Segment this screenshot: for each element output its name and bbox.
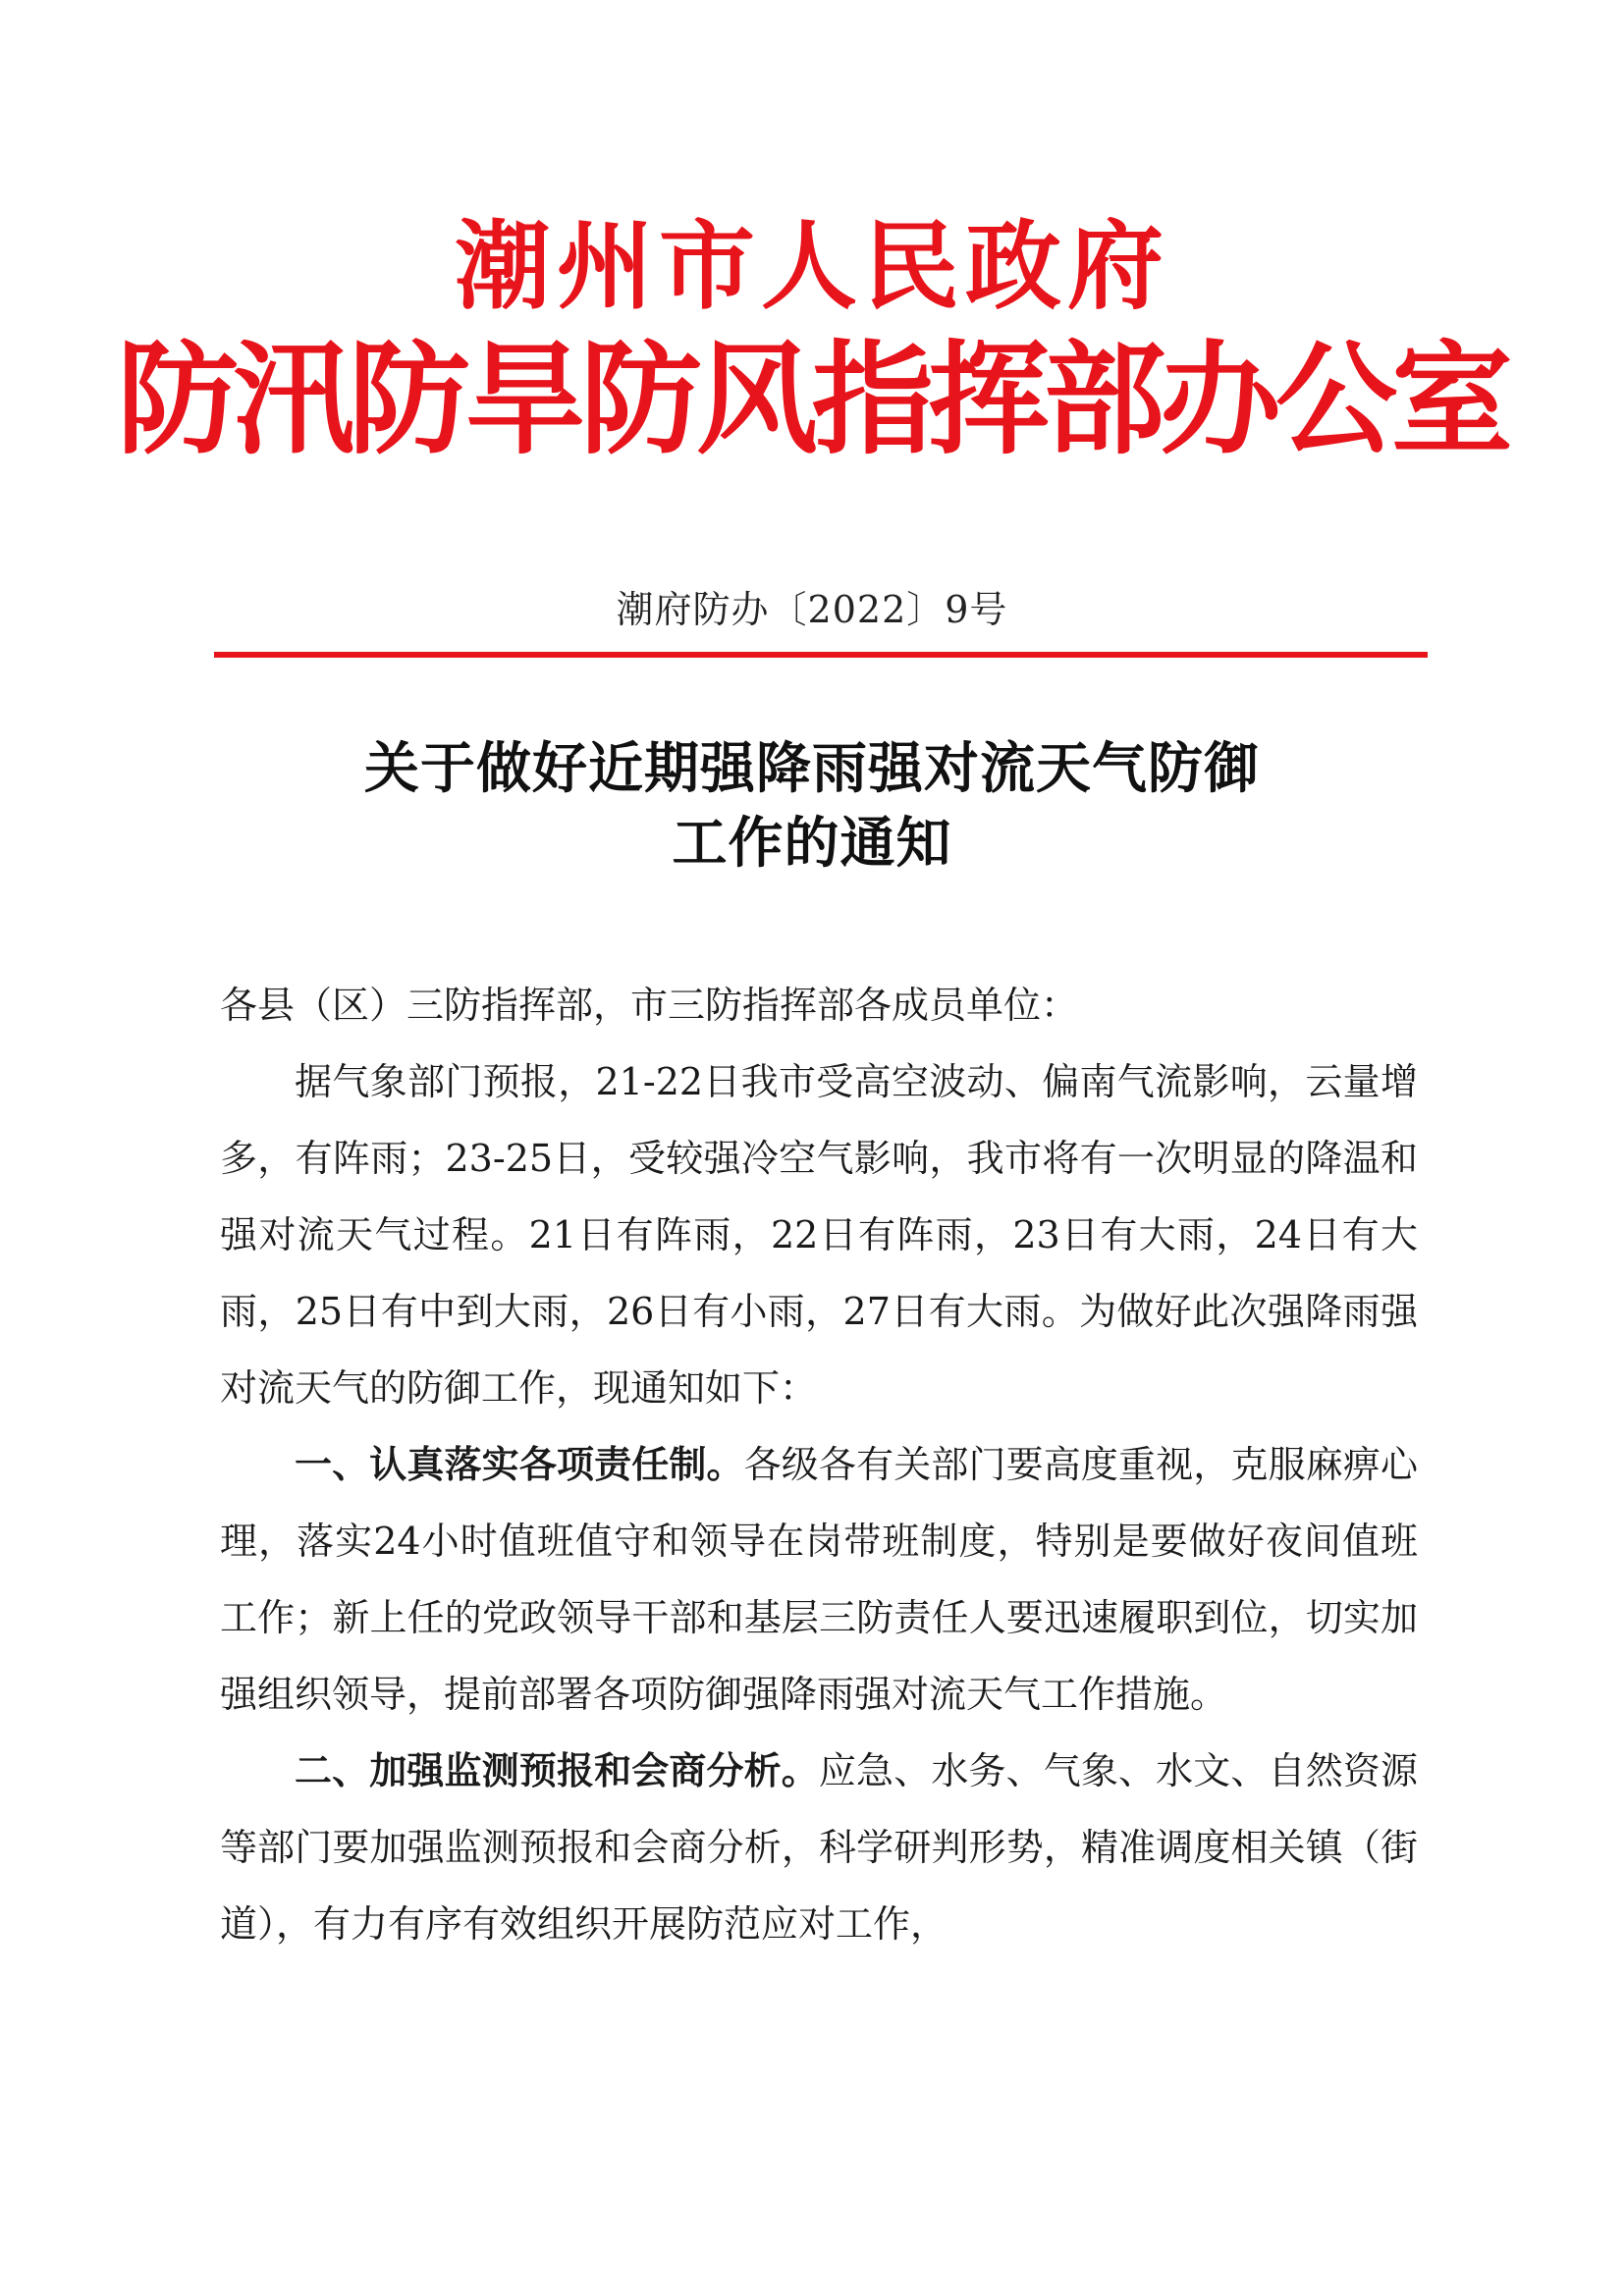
red-divider-line [214,652,1428,658]
addressee: 各县（区）三防指挥部，市三防指挥部各成员单位： [220,984,1079,1027]
notice-title-line1: 关于做好近期强降雨强对流天气防御 [364,736,1260,801]
intro-paragraph: 据气象部门预报，21-22日我市受高空波动、偏南气流影响，云量增多，有阵雨；23-25日，受较强冷空气影响，我市将有一次明显的降温和强对流天气过程。21日有阵雨，22日有阵雨，23日有大雨，24日有大雨，25日有中到大雨，26日有小雨，27日有大雨。为做好此次强降雨强对流天气的防御工作，现通知如下： [220,1060,1418,1410]
issuing-org-line2: 防汛防旱防风指挥部办公室 [116,329,1507,471]
section-2-paragraph [220,1733,1418,1962]
section-2-title: 二、加强监测预报和会商分析。 [295,1749,819,1792]
section-1-paragraph [220,1426,1418,1733]
notice-title [0,731,1624,881]
issuing-org-line1: 潮州市人民政府 [454,210,1169,323]
document-number: 潮府防办〔2022〕9号 [616,588,1008,631]
section-2-text: 应急、水务、气象、水文、自然资源等部门要加强监测预报和会商分析，科学研判形势，精准调度相关镇（街道），有力有序有效组织开展防范应对工作， [220,1749,1418,1946]
section-1-title: 一、认真落实各项责任制。 [295,1443,744,1486]
notice-title-line2: 工作的通知 [672,811,952,876]
section-1-text: 各级各有关部门要高度重视，克服麻痹心理，落实24小时值班值守和领导在岗带班制度，特别是要做好夜间值班工作；新上任的党政领导干部和基层三防责任人要迅速履职到位，切实加强组织领导，提前部署各项防御强降雨强对流天气工作措施。 [220,1443,1418,1716]
notice-body [220,967,1418,1962]
